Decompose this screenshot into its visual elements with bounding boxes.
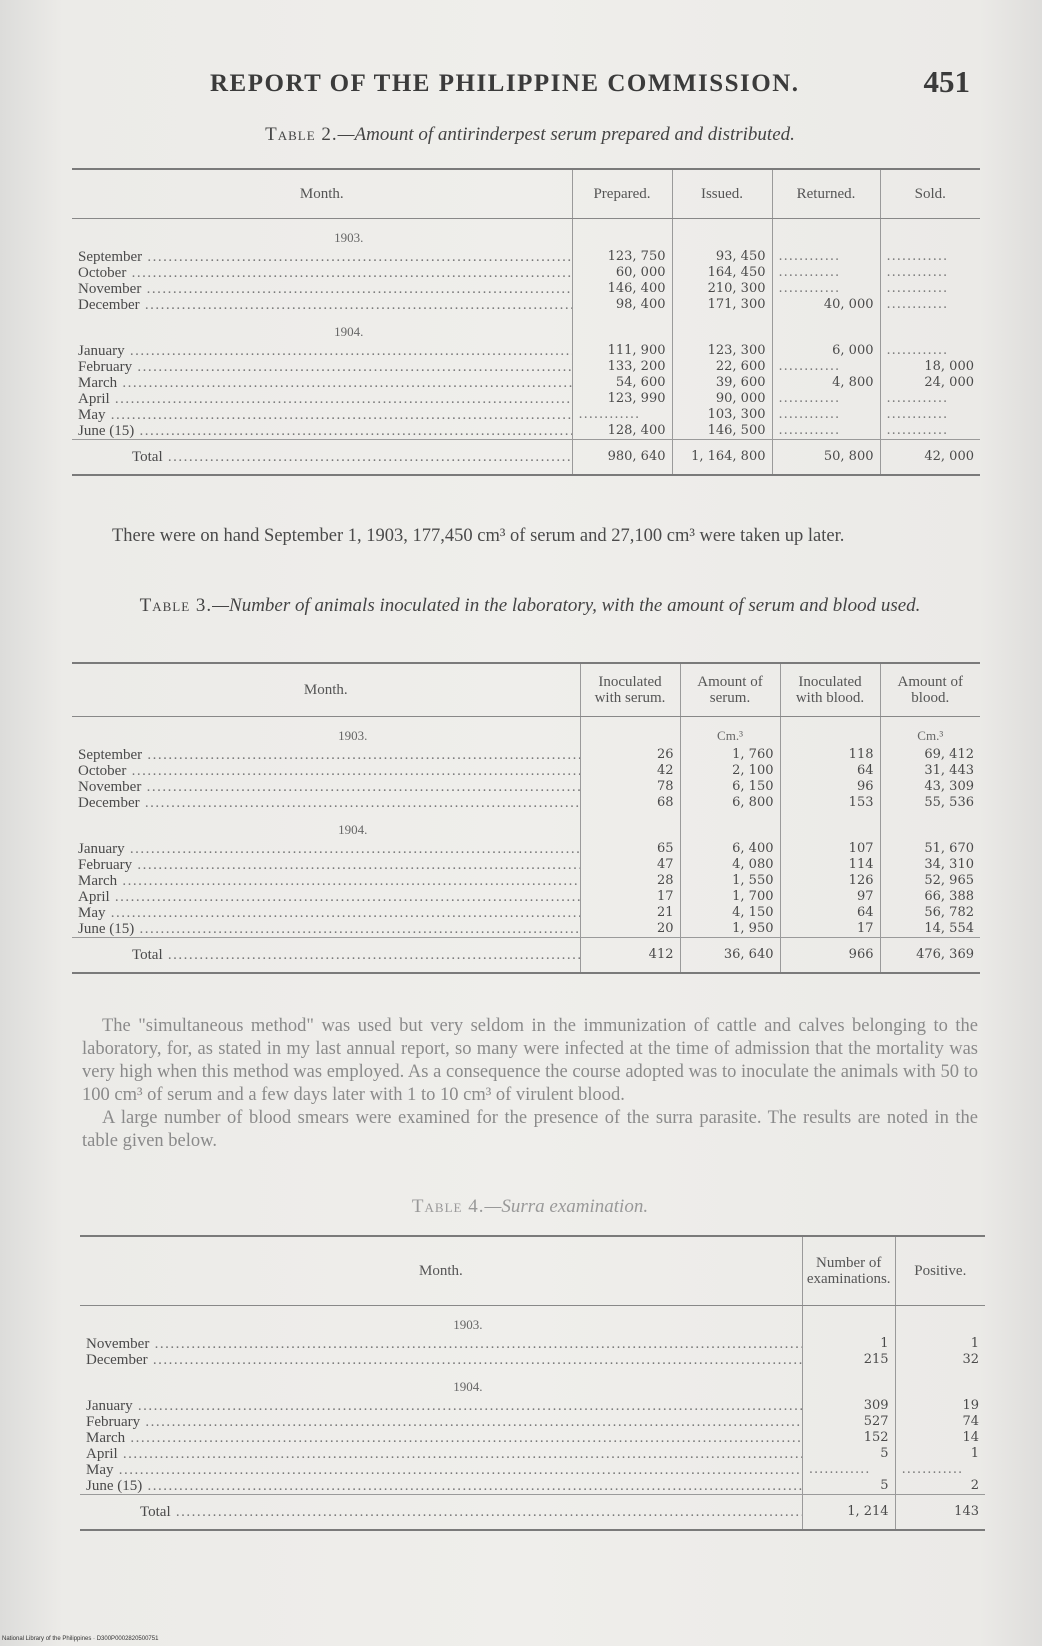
value-cell <box>772 407 880 423</box>
value-cell: 64 <box>780 763 880 779</box>
month-cell <box>80 1462 802 1478</box>
total-value-cell: 412 <box>580 938 680 974</box>
month-name: April ..... <box>86 1446 802 1462</box>
total-label: Total ..... <box>132 449 572 465</box>
total-label: Total ..... <box>140 1504 802 1520</box>
month-cell <box>80 1478 802 1495</box>
month-cell <box>80 1398 802 1414</box>
value-cell: 210, 300 <box>672 281 772 297</box>
month-name: April ..... <box>78 889 580 905</box>
value-cell: 42 <box>580 763 680 779</box>
value-cell: 164, 450 <box>672 265 772 281</box>
value-cell: 5 <box>802 1446 895 1462</box>
value-cell: 103, 300 <box>672 407 772 423</box>
table-row <box>80 1462 985 1478</box>
value-cell <box>772 423 880 440</box>
table-row <box>72 921 980 938</box>
value-cell: 78 <box>580 779 680 795</box>
month-cell <box>72 375 572 391</box>
value-cell: 51, 670 <box>880 841 980 857</box>
value-cell: 118 <box>780 747 880 763</box>
table3-col-header: Amount of serum. <box>680 663 780 717</box>
table-row <box>80 1352 985 1368</box>
value-cell <box>572 407 672 423</box>
table3-description: —Number of animals inoculated in the laboratory, with the amount of serum and blood used. <box>212 595 921 616</box>
empty-cell <box>895 1368 985 1398</box>
empty-cell <box>802 1368 895 1398</box>
table3-col-header: Amount of blood. <box>880 663 980 717</box>
month-cell <box>72 423 572 440</box>
unit-label: Cm.³ <box>680 717 780 748</box>
empty-cell <box>895 1306 985 1337</box>
total-label-cell <box>72 440 572 476</box>
value-cell: 1 <box>895 1446 985 1462</box>
table-row <box>72 281 980 297</box>
year-label: 1903. <box>453 1317 483 1332</box>
month-name: January ..... <box>78 841 580 857</box>
month-name: May ..... <box>86 1462 802 1478</box>
month-name: May ..... <box>78 407 572 423</box>
total-value-cell: 50, 800 <box>772 440 880 476</box>
month-name: February ..... <box>78 359 572 375</box>
empty-cell <box>580 811 680 841</box>
paragraph-1: There were on hand September 1, 1903, 177,450 cm³ of serum and 27,100 cm³ were taken up later. <box>112 526 845 546</box>
table4 <box>80 1235 985 1531</box>
month-name: March ..... <box>78 873 580 889</box>
value-cell: 90, 000 <box>672 391 772 407</box>
month-cell <box>80 1430 802 1446</box>
month-cell <box>72 297 572 313</box>
value-cell: 152 <box>802 1430 895 1446</box>
paragraph-simultaneous-method <box>82 1015 978 1153</box>
table2-header-row <box>72 169 980 219</box>
table-row <box>80 1430 985 1446</box>
value-cell: 1 <box>895 1336 985 1352</box>
value-cell: 126 <box>780 873 880 889</box>
table-row <box>80 1414 985 1430</box>
value-cell: 40, 000 <box>772 297 880 313</box>
table4-col-header: Number of examinations. <box>802 1236 895 1306</box>
month-name: January ..... <box>86 1398 802 1414</box>
value-cell: 20 <box>580 921 680 938</box>
value-cell: 21 <box>580 905 680 921</box>
value-cell <box>880 423 980 440</box>
month-name: December ..... <box>86 1352 802 1368</box>
month-cell <box>72 795 580 811</box>
page-number: 451 <box>923 64 970 99</box>
value-cell: 6, 000 <box>772 343 880 359</box>
table-row <box>80 1336 985 1352</box>
paragraph-2: The "simultaneous method" was used but very seldom in the immunization of cattle and calves belonging to the laboratory, for, as stated in my last annual report, so many were infected at the time of admission that the mortality was very high when this method was employed. As a consequence the course adopted was to inoculate the animals with 50 to 100 cm³ of serum and a few days later with 1 to 10 cm³ of virulent blood. <box>82 1016 978 1105</box>
month-cell <box>72 779 580 795</box>
value-cell <box>772 281 880 297</box>
month-name: November ..... <box>78 779 580 795</box>
table2-col-header: Month. <box>72 169 572 219</box>
value-cell: 17 <box>780 921 880 938</box>
value-cell: 4, 080 <box>680 857 780 873</box>
value-cell: 1, 760 <box>680 747 780 763</box>
value-cell: 527 <box>802 1414 895 1430</box>
month-cell <box>80 1352 802 1368</box>
value-cell: 69, 412 <box>880 747 980 763</box>
table-row <box>72 873 980 889</box>
value-cell: 2 <box>895 1478 985 1495</box>
value-cell: 22, 600 <box>672 359 772 375</box>
table-row <box>72 407 980 423</box>
month-cell <box>72 889 580 905</box>
table2-label: Table 2. <box>265 124 338 145</box>
value-cell: 47 <box>580 857 680 873</box>
value-cell: 146, 400 <box>572 281 672 297</box>
page-header <box>90 64 970 104</box>
value-cell <box>880 343 980 359</box>
value-cell: 153 <box>780 795 880 811</box>
year-label: 1903. <box>334 230 364 245</box>
value-cell: 4, 150 <box>680 905 780 921</box>
value-cell: 60, 000 <box>572 265 672 281</box>
table3-units-row <box>72 717 980 748</box>
value-cell: 6, 400 <box>680 841 780 857</box>
empty-cell <box>680 811 780 841</box>
value-cell: 39, 600 <box>672 375 772 391</box>
table3-caption <box>90 594 970 617</box>
total-value-cell: 966 <box>780 938 880 974</box>
value-cell <box>895 1462 985 1478</box>
month-name: September ..... <box>78 747 580 763</box>
value-cell: 146, 500 <box>672 423 772 440</box>
table4-label: Table 4. <box>411 1196 485 1217</box>
value-cell: 133, 200 <box>572 359 672 375</box>
month-cell <box>72 407 572 423</box>
month-cell <box>72 249 572 265</box>
table-row <box>72 297 980 313</box>
table-row <box>80 1478 985 1495</box>
year-label: 1903. <box>338 728 368 743</box>
empty-cell <box>672 313 772 343</box>
table3-col-header: Month. <box>72 663 580 717</box>
value-cell: 34, 310 <box>880 857 980 873</box>
month-cell <box>72 359 572 375</box>
month-cell <box>72 391 572 407</box>
month-name: October ..... <box>78 265 572 281</box>
month-cell <box>72 265 572 281</box>
value-cell: 4, 800 <box>772 375 880 391</box>
total-value-cell: 980, 640 <box>572 440 672 476</box>
month-name: October ..... <box>78 763 580 779</box>
total-value-cell: 36, 640 <box>680 938 780 974</box>
value-cell <box>880 281 980 297</box>
table4-year-row <box>80 1368 985 1398</box>
empty-cell <box>572 313 672 343</box>
value-cell: 28 <box>580 873 680 889</box>
value-cell: 1 <box>802 1336 895 1352</box>
value-cell: 98, 400 <box>572 297 672 313</box>
month-cell <box>72 873 580 889</box>
month-cell <box>72 921 580 938</box>
table-row <box>72 779 980 795</box>
value-cell <box>772 391 880 407</box>
value-cell: 107 <box>780 841 880 857</box>
year-label: 1904. <box>338 822 368 837</box>
month-name: December ..... <box>78 297 572 313</box>
table3-label: Table 3. <box>139 595 213 616</box>
month-name: March ..... <box>86 1430 802 1446</box>
table-row <box>72 795 980 811</box>
running-title: REPORT OF THE PHILIPPINE COMMISSION. <box>210 70 800 97</box>
value-cell: 309 <box>802 1398 895 1414</box>
table4-year-row <box>80 1306 985 1337</box>
value-cell <box>802 1462 895 1478</box>
value-cell: 17 <box>580 889 680 905</box>
month-name: May ..... <box>78 905 580 921</box>
month-cell <box>72 747 580 763</box>
table-row <box>72 747 980 763</box>
unit-label <box>780 717 880 748</box>
unit-label <box>580 717 680 748</box>
table-row <box>72 249 980 265</box>
value-cell <box>772 359 880 375</box>
month-name: June (15) ..... <box>86 1478 802 1494</box>
paragraph-3: A large number of blood smears were examined for the presence of the surra parasite. The results are noted in the table given below. <box>82 1108 978 1151</box>
month-name: February ..... <box>86 1414 802 1430</box>
value-cell: 18, 000 <box>880 359 980 375</box>
table2-col-header: Issued. <box>672 169 772 219</box>
empty-cell <box>780 811 880 841</box>
month-cell <box>72 841 580 857</box>
table4-description: —Surra examination. <box>484 1196 649 1217</box>
table2-caption <box>90 124 970 146</box>
empty-cell <box>880 811 980 841</box>
value-cell: 6, 800 <box>680 795 780 811</box>
table-row <box>80 1398 985 1414</box>
table-row <box>72 905 980 921</box>
table2-col-header: Sold. <box>880 169 980 219</box>
value-cell: 19 <box>895 1398 985 1414</box>
table2-description: —Amount of antirinderpest serum prepared and distributed. <box>337 124 795 145</box>
month-name: June (15) ..... <box>78 423 572 439</box>
value-cell: 56, 782 <box>880 905 980 921</box>
value-cell: 74 <box>895 1414 985 1430</box>
value-cell: 55, 536 <box>880 795 980 811</box>
value-cell: 123, 750 <box>572 249 672 265</box>
month-name: March ..... <box>78 375 572 391</box>
table2 <box>72 168 980 476</box>
total-value-cell: 143 <box>895 1495 985 1531</box>
value-cell: 93, 450 <box>672 249 772 265</box>
empty-cell <box>802 1306 895 1337</box>
value-cell: 123, 300 <box>672 343 772 359</box>
total-value-cell: 476, 369 <box>880 938 980 974</box>
value-cell: 5 <box>802 1478 895 1495</box>
total-label-cell <box>72 938 580 974</box>
month-name: September ..... <box>78 249 572 265</box>
table3-col-header: Inoculated with serum. <box>580 663 680 717</box>
month-name: June (15) ..... <box>78 921 580 937</box>
paragraph-serum-on-hand <box>92 525 978 548</box>
value-cell: 43, 309 <box>880 779 980 795</box>
month-cell <box>72 281 572 297</box>
value-cell: 111, 900 <box>572 343 672 359</box>
month-name: January ..... <box>78 343 572 359</box>
value-cell: 14 <box>895 1430 985 1446</box>
value-cell <box>880 265 980 281</box>
value-cell: 26 <box>580 747 680 763</box>
total-value-cell: 42, 000 <box>880 440 980 476</box>
month-cell <box>80 1414 802 1430</box>
month-name: November ..... <box>78 281 572 297</box>
year-label: 1904. <box>334 324 364 339</box>
value-cell: 31, 443 <box>880 763 980 779</box>
table2-year-row <box>72 219 980 250</box>
table-row <box>72 841 980 857</box>
month-name: December ..... <box>78 795 580 811</box>
table4-col-header: Positive. <box>895 1236 985 1306</box>
table-row <box>72 763 980 779</box>
value-cell: 64 <box>780 905 880 921</box>
table-row <box>72 423 980 440</box>
empty-cell <box>572 219 672 250</box>
value-cell: 1, 700 <box>680 889 780 905</box>
table3-header-row <box>72 663 980 717</box>
table2-year-row <box>72 313 980 343</box>
month-cell <box>72 857 580 873</box>
value-cell: 52, 965 <box>880 873 980 889</box>
total-value-cell: 1, 164, 800 <box>672 440 772 476</box>
year-label: 1904. <box>453 1379 483 1394</box>
table-row <box>72 265 980 281</box>
table4-col-header: Month. <box>80 1236 802 1306</box>
empty-cell <box>880 219 980 250</box>
table-row <box>72 375 980 391</box>
table2-col-header: Prepared. <box>572 169 672 219</box>
value-cell: 14, 554 <box>880 921 980 938</box>
month-cell <box>72 763 580 779</box>
table4-caption <box>90 1196 970 1218</box>
value-cell: 128, 400 <box>572 423 672 440</box>
empty-cell <box>772 219 880 250</box>
value-cell <box>880 391 980 407</box>
value-cell: 66, 388 <box>880 889 980 905</box>
value-cell <box>772 265 880 281</box>
table-row <box>72 359 980 375</box>
value-cell: 2, 100 <box>680 763 780 779</box>
month-cell <box>80 1336 802 1352</box>
value-cell: 54, 600 <box>572 375 672 391</box>
month-cell <box>80 1446 802 1462</box>
table4-header-row <box>80 1236 985 1306</box>
value-cell <box>772 249 880 265</box>
month-name: November ..... <box>86 1336 802 1352</box>
table3 <box>72 662 980 974</box>
value-cell: 96 <box>780 779 880 795</box>
table2-total-row <box>72 440 980 476</box>
scan-footer: National Library of the Philippines · D300P0002820500751 <box>2 1636 159 1642</box>
table-row <box>72 391 980 407</box>
table-row <box>72 857 980 873</box>
empty-cell <box>772 313 880 343</box>
table3-year-row <box>72 811 980 841</box>
table3-total-row <box>72 938 980 974</box>
table2-col-header: Returned. <box>772 169 880 219</box>
empty-cell <box>672 219 772 250</box>
value-cell: 123, 990 <box>572 391 672 407</box>
month-cell <box>72 905 580 921</box>
value-cell: 32 <box>895 1352 985 1368</box>
value-cell <box>880 297 980 313</box>
value-cell: 68 <box>580 795 680 811</box>
table4-total-row <box>80 1495 985 1531</box>
total-label: Total ..... <box>132 947 580 963</box>
value-cell: 65 <box>580 841 680 857</box>
value-cell: 215 <box>802 1352 895 1368</box>
value-cell <box>880 249 980 265</box>
value-cell: 114 <box>780 857 880 873</box>
month-name: April ..... <box>78 391 572 407</box>
total-label-cell <box>80 1495 802 1531</box>
value-cell: 1, 550 <box>680 873 780 889</box>
value-cell <box>880 407 980 423</box>
value-cell: 171, 300 <box>672 297 772 313</box>
month-cell <box>72 343 572 359</box>
table-row <box>72 889 980 905</box>
total-value-cell: 1, 214 <box>802 1495 895 1531</box>
value-cell: 97 <box>780 889 880 905</box>
value-cell: 6, 150 <box>680 779 780 795</box>
month-name: February ..... <box>78 857 580 873</box>
table-row <box>72 343 980 359</box>
empty-cell <box>880 313 980 343</box>
unit-label: Cm.³ <box>880 717 980 748</box>
table-row <box>80 1446 985 1462</box>
table3-col-header: Inoculated with blood. <box>780 663 880 717</box>
value-cell: 24, 000 <box>880 375 980 391</box>
value-cell: 1, 950 <box>680 921 780 938</box>
